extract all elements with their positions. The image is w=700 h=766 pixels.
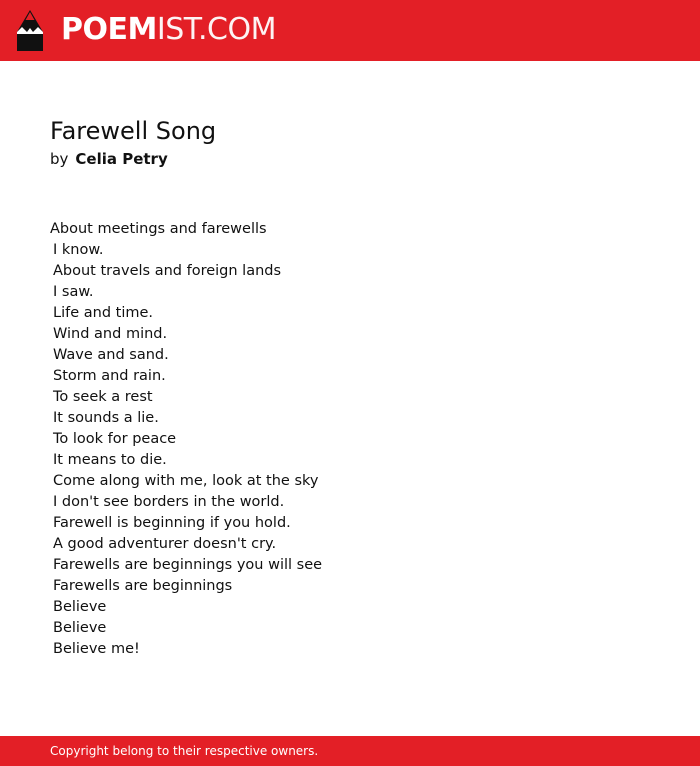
poem-line: Come along with me, look at the sky [53, 473, 319, 489]
poem-line: Wind and mind. [53, 326, 168, 342]
poem-line: Farewell is beginning if you hold. [53, 515, 291, 531]
author-name[interactable]: Celia Petry [75, 150, 168, 168]
poem-line: About meetings and farewells [50, 221, 267, 237]
poem-line: To look for peace [53, 431, 177, 447]
poem-line: To seek a rest [53, 389, 153, 405]
byline [50, 149, 168, 169]
poem-line: Storm and rain. [53, 368, 166, 384]
poem-line: Wave and sand. [53, 347, 169, 363]
poem-line: Farewells are beginnings [53, 578, 233, 594]
pencil-icon[interactable] [17, 10, 43, 51]
copyright-notice: Copyright belong to their respective owners. [50, 744, 319, 758]
poem-line: I don't see borders in the world. [53, 494, 285, 510]
poem-line: I know. [53, 242, 104, 258]
poem-line: Life and time. [53, 305, 153, 321]
site-logo[interactable] [61, 12, 276, 48]
poem-line: Farewells are beginnings you will see [53, 557, 323, 573]
site-footer [0, 736, 700, 766]
poem-line: Believe [53, 620, 107, 636]
poem-line: Believe [53, 599, 107, 615]
logo-light-text: IST.COM [156, 12, 276, 47]
poem-line: About travels and foreign lands [53, 263, 282, 279]
logo-bold-text: POEM [61, 12, 157, 47]
poem-line: It means to die. [53, 452, 167, 468]
site-header [0, 0, 700, 61]
poem-body [50, 219, 322, 660]
poem-title: Farewell Song [50, 117, 217, 145]
poem-line: It sounds a lie. [53, 410, 159, 426]
poem-line: I saw. [53, 284, 94, 300]
poem-line: A good adventurer doesn't cry. [53, 536, 277, 552]
by-label: by [50, 150, 69, 168]
poem-line: Believe me! [53, 641, 140, 657]
